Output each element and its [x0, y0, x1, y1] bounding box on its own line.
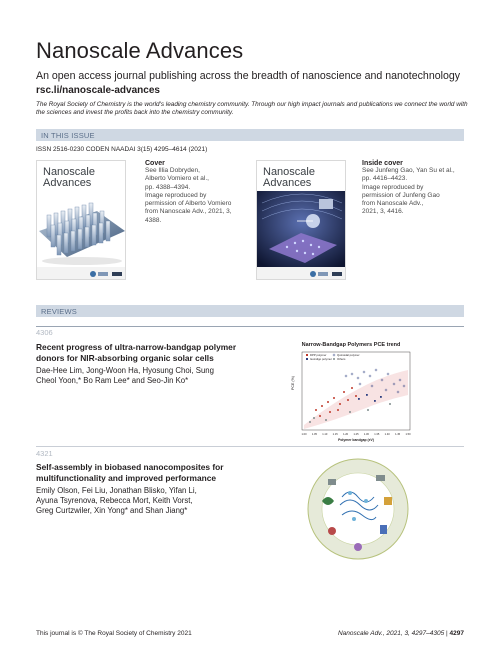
inside-cover-artwork — [257, 191, 346, 269]
inside-cover-label: Inside cover — [362, 160, 403, 167]
inside-cover-footer-strip — [257, 267, 346, 279]
svg-text:1.00: 1.00 — [301, 433, 307, 436]
article-1-figure — [286, 340, 416, 444]
footer-citation: Nanoscale Adv., 2021, 3, 4297–4305 — [337, 630, 445, 637]
article-title[interactable]: Self-assembly in biobased nanocomposites for multifunctionality and improved performance — [36, 462, 224, 483]
journal-title: Nanoscale Advances — [36, 38, 244, 63]
figure-title: Narrow-Bandgap Polymers PCE trend — [301, 342, 401, 348]
issn-line: ISSN 2516-0230 CODEN NAADAI 3(15) 4295–4614 (2021) — [36, 146, 208, 153]
svg-text:1.30: 1.30 — [363, 433, 369, 436]
figure-xlabel: Polymer bandgap (eV) — [338, 438, 374, 442]
reviews-heading: REVIEWS — [41, 306, 77, 316]
article-2-figure — [306, 457, 410, 561]
cover-label: Cover — [145, 160, 165, 167]
footer-citation-block — [338, 630, 464, 637]
cover-image[interactable] — [36, 160, 126, 280]
footer-page-number: 4297 — [449, 630, 464, 637]
svg-text:1.05: 1.05 — [311, 433, 317, 436]
svg-text:Others: Others — [337, 357, 346, 361]
in-this-issue-heading: IN THIS ISSUE — [41, 130, 95, 140]
footer-copyright: This journal is © The Royal Society of Chemistry 2021 — [36, 630, 192, 637]
svg-text:1.15: 1.15 — [332, 433, 338, 436]
article-1[interactable] — [36, 342, 276, 386]
journal-tagline: An open access journal publishing across the breadth of nanoscience and nanotechnology — [36, 70, 461, 82]
inside-cover-image[interactable] — [256, 160, 346, 280]
svg-text:1.50: 1.50 — [405, 433, 411, 436]
cover-caption: Cover See Illia Dobryden, Alberto Vomiero et al., pp. 4388–4394. Image reproduced by permission of Alberto Vomiero from Nanoscale Adv., 2021, 3, 4388. — [145, 160, 232, 224]
inside-cover-caption: Inside cover See Junfeng Gao, Yan Su et al., pp. 4416–4423. Image reproduced by permission of Junfeng Gao from Nanoscale Adv., 2021, 3, 4416. — [362, 160, 455, 216]
article-page-number: 4321 — [36, 449, 53, 458]
svg-text:1.35: 1.35 — [374, 433, 380, 436]
footer-separator: | — [446, 630, 448, 637]
inside-cover-image-title: Nanoscale Advances — [263, 166, 315, 189]
figure-ylabel: PCE (%) — [291, 376, 295, 390]
article-authors: Dae-Hee Lim, Jong-Woon Ha, Hyosung Choi, Sung Cheol Yoon,* Bo Ram Lee* and Seo-Jin Ko* — [36, 366, 214, 386]
article-rule-1 — [36, 326, 464, 327]
svg-text:Quinoidal polymer: Quinoidal polymer — [337, 353, 360, 357]
journal-url[interactable]: rsc.li/nanoscale-advances — [36, 85, 160, 96]
svg-text:DPP polymer: DPP polymer — [310, 353, 327, 357]
cover-footer-strip — [37, 267, 126, 279]
article-rule-2 — [36, 446, 464, 447]
figure-xticks — [301, 432, 411, 436]
about-text: The Royal Society of Chemistry is the world's leading chemistry community. Through our high impact journals and publications we connect the world with the sciences and invest the profits back into the chemistry community. — [36, 101, 468, 117]
svg-text:Isoindigo polymer: Isoindigo polymer — [310, 357, 332, 361]
in-this-issue-band — [36, 129, 464, 141]
svg-text:1.10: 1.10 — [322, 433, 328, 436]
svg-text:1.20: 1.20 — [343, 433, 349, 436]
cover-image-title: Nanoscale Advances — [43, 166, 95, 189]
svg-text:1.45: 1.45 — [395, 433, 401, 436]
article-title[interactable]: Recent progress of ultra-narrow-bandgap polymer donors for NIR-absorbing organic solar cells — [36, 342, 237, 363]
svg-text:1.40: 1.40 — [384, 433, 390, 436]
article-page-number: 4306 — [36, 328, 53, 337]
svg-text:1.25: 1.25 — [353, 433, 359, 436]
article-authors: Emily Olson, Fei Liu, Jonathan Blisko, Yifan Li, Ayuna Tsyrenova, Rebecca Mort, Keith Vorst, Greg Curtzwiler, Xin Yong* and Shan Jiang* — [36, 486, 197, 516]
reviews-band — [36, 305, 464, 317]
article-2[interactable] — [36, 462, 276, 517]
cover-artwork — [37, 191, 126, 269]
